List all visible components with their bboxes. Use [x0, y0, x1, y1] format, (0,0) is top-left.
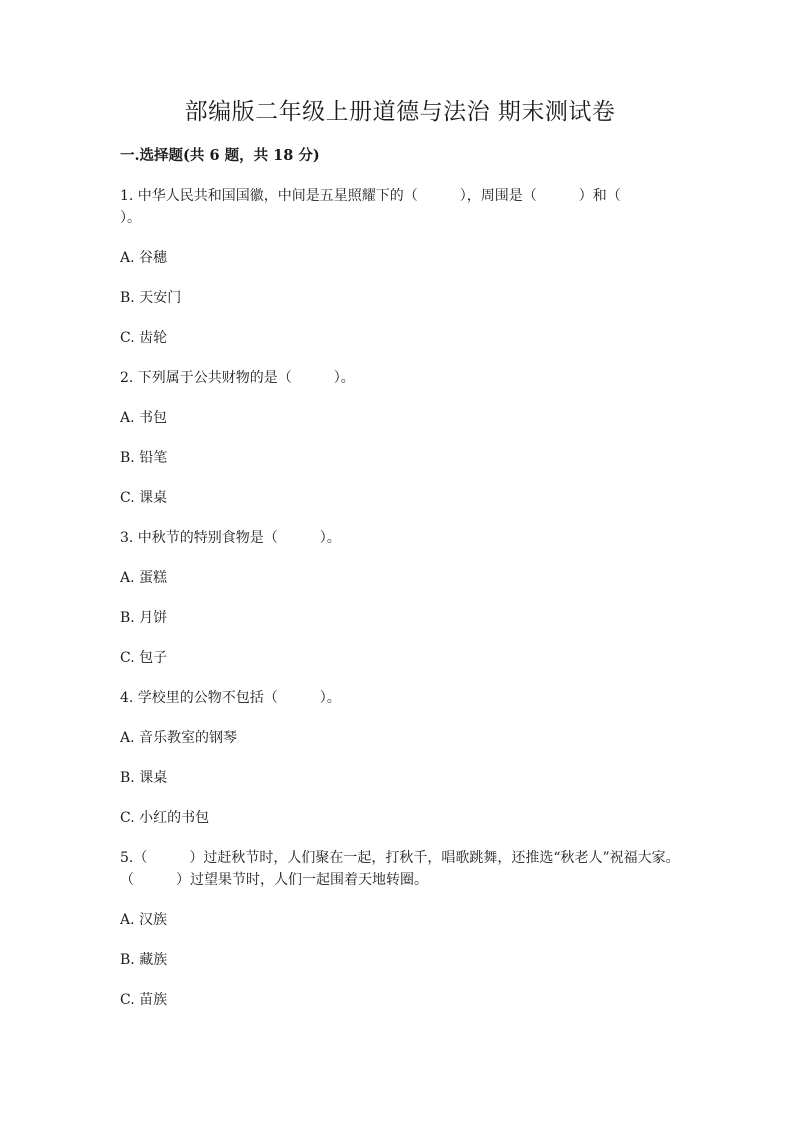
option-c: C. 包子 — [120, 650, 168, 666]
option-a: A. 汉族 — [120, 912, 168, 928]
question-text: 4. 学校里的公物不包括（ ）。 — [120, 690, 341, 706]
question-block — [120, 847, 680, 1011]
option-c: C. 课桌 — [120, 490, 168, 506]
option-a: A. 蛋糕 — [120, 570, 168, 586]
question-list — [120, 185, 680, 1011]
option-b: B. 月饼 — [120, 610, 168, 626]
option-c: C. 齿轮 — [120, 330, 168, 346]
option-b: B. 铅笔 — [120, 450, 168, 466]
question-text: 1. 中华人民共和国国徽，中间是五星照耀下的（ ），周围是（ ）和（ ）。 — [120, 188, 663, 226]
option-c: C. 小红的书包 — [120, 810, 210, 826]
question-block — [120, 687, 680, 847]
option-b: B. 藏族 — [120, 952, 168, 968]
option-a: A. 音乐教室的钢琴 — [120, 730, 238, 746]
option-b: B. 天安门 — [120, 290, 182, 306]
option-c: C. 苗族 — [120, 992, 168, 1008]
question-block — [120, 185, 680, 367]
option-a: A. 书包 — [120, 410, 168, 426]
option-a: A. 谷穗 — [120, 250, 168, 266]
section-heading: 一.选择题(共 6 题，共 18 分) — [120, 147, 320, 164]
option-b: B. 课桌 — [120, 770, 168, 786]
question-block — [120, 527, 680, 687]
question-text: 2. 下列属于公共财物的是（ ）。 — [120, 370, 355, 386]
question-text: 3. 中秋节的特别食物是（ ）。 — [120, 530, 341, 546]
page-title: 部编版二年级上册道德与法治 期末测试卷 — [184, 99, 616, 125]
question-block — [120, 367, 680, 527]
question-text: 5.（ ）过赶秋节时，人们聚在一起，打秋千，唱歌跳舞，还推选“秋老人”祝福大家。（ ）过望果节时，人们一起围着天地转圈。 — [120, 850, 680, 888]
